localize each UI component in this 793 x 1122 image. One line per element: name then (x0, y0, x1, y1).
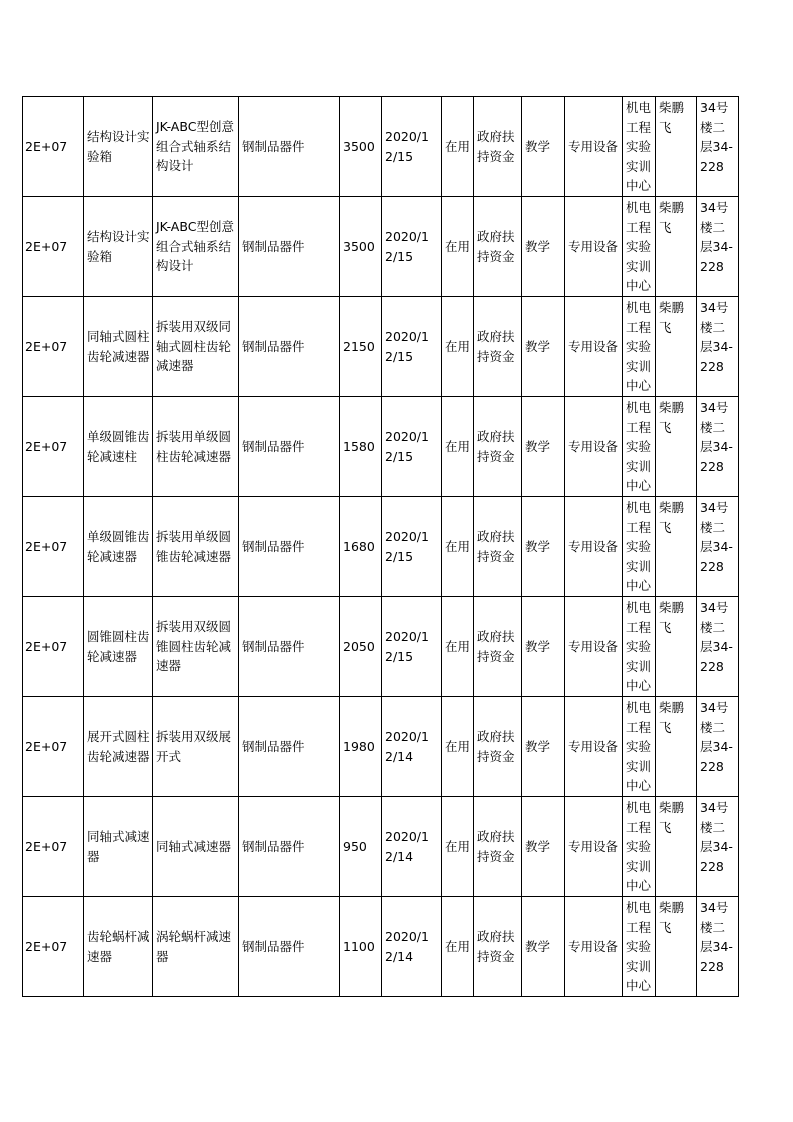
table-row (23, 897, 739, 997)
location-cell: 34号楼二层34-228 (697, 397, 739, 497)
table-row (23, 97, 739, 197)
custodian-cell: 柴鹏飞 (656, 697, 697, 797)
acquire-date-cell: 2020/12/15 (382, 597, 442, 697)
status-cell: 在用 (442, 97, 474, 197)
department-cell: 机电工程实验实训中心 (623, 897, 656, 997)
usage-cell: 教学 (522, 897, 565, 997)
usage-cell: 教学 (522, 297, 565, 397)
table-row (23, 497, 739, 597)
custodian-cell: 柴鹏飞 (656, 97, 697, 197)
status-cell: 在用 (442, 797, 474, 897)
asset-code-cell: 2E+07 (23, 297, 84, 397)
usage-cell: 教学 (522, 597, 565, 697)
asset-name-cell: 单级圆锥齿轮减速器 (84, 497, 153, 597)
acquire-date-cell: 2020/12/14 (382, 697, 442, 797)
asset-code-cell: 2E+07 (23, 497, 84, 597)
model-spec-cell: JK-ABC型创意组合式轴系结构设计 (153, 97, 239, 197)
acquire-date-cell: 2020/12/15 (382, 197, 442, 297)
location-cell: 34号楼二层34-228 (697, 97, 739, 197)
equipment-type-cell: 专用设备 (565, 597, 623, 697)
price-cell: 2150 (340, 297, 382, 397)
asset-name-cell: 同轴式圆柱齿轮减速器 (84, 297, 153, 397)
category-cell: 钢制品器件 (239, 97, 340, 197)
funding-source-cell: 政府扶持资金 (474, 97, 522, 197)
price-cell: 1680 (340, 497, 382, 597)
model-spec-cell: 拆装用单级圆柱齿轮减速器 (153, 397, 239, 497)
custodian-cell: 柴鹏飞 (656, 297, 697, 397)
acquire-date-cell: 2020/12/14 (382, 897, 442, 997)
asset-name-cell: 结构设计实验箱 (84, 197, 153, 297)
location-cell: 34号楼二层34-228 (697, 597, 739, 697)
table-row (23, 197, 739, 297)
status-cell: 在用 (442, 497, 474, 597)
equipment-type-cell: 专用设备 (565, 697, 623, 797)
table-row (23, 697, 739, 797)
asset-name-cell: 圆锥圆柱齿轮减速器 (84, 597, 153, 697)
asset-name-cell: 单级圆锥齿轮减速柱 (84, 397, 153, 497)
location-cell: 34号楼二层34-228 (697, 897, 739, 997)
asset-code-cell: 2E+07 (23, 197, 84, 297)
department-cell: 机电工程实验实训中心 (623, 97, 656, 197)
asset-code-cell: 2E+07 (23, 97, 84, 197)
usage-cell: 教学 (522, 797, 565, 897)
equipment-type-cell: 专用设备 (565, 197, 623, 297)
equipment-type-cell: 专用设备 (565, 297, 623, 397)
location-cell: 34号楼二层34-228 (697, 497, 739, 597)
equipment-type-cell: 专用设备 (565, 397, 623, 497)
category-cell: 钢制品器件 (239, 297, 340, 397)
acquire-date-cell: 2020/12/15 (382, 297, 442, 397)
status-cell: 在用 (442, 297, 474, 397)
usage-cell: 教学 (522, 397, 565, 497)
funding-source-cell: 政府扶持资金 (474, 397, 522, 497)
asset-code-cell: 2E+07 (23, 797, 84, 897)
funding-source-cell: 政府扶持资金 (474, 197, 522, 297)
price-cell: 3500 (340, 97, 382, 197)
asset-name-cell: 结构设计实验箱 (84, 97, 153, 197)
funding-source-cell: 政府扶持资金 (474, 297, 522, 397)
table-row (23, 797, 739, 897)
department-cell: 机电工程实验实训中心 (623, 297, 656, 397)
equipment-type-cell: 专用设备 (565, 797, 623, 897)
status-cell: 在用 (442, 197, 474, 297)
status-cell: 在用 (442, 697, 474, 797)
funding-source-cell: 政府扶持资金 (474, 697, 522, 797)
custodian-cell: 柴鹏飞 (656, 597, 697, 697)
price-cell: 1580 (340, 397, 382, 497)
status-cell: 在用 (442, 397, 474, 497)
model-spec-cell: 拆装用双级同轴式圆柱齿轮减速器 (153, 297, 239, 397)
usage-cell: 教学 (522, 197, 565, 297)
equipment-type-cell: 专用设备 (565, 97, 623, 197)
custodian-cell: 柴鹏飞 (656, 897, 697, 997)
department-cell: 机电工程实验实训中心 (623, 397, 656, 497)
model-spec-cell: 拆装用单级圆锥齿轮减速器 (153, 497, 239, 597)
asset-code-cell: 2E+07 (23, 597, 84, 697)
category-cell: 钢制品器件 (239, 397, 340, 497)
category-cell: 钢制品器件 (239, 197, 340, 297)
asset-table (22, 96, 739, 997)
category-cell: 钢制品器件 (239, 497, 340, 597)
price-cell: 1100 (340, 897, 382, 997)
funding-source-cell: 政府扶持资金 (474, 497, 522, 597)
asset-name-cell: 同轴式减速器 (84, 797, 153, 897)
table-body (23, 97, 739, 997)
custodian-cell: 柴鹏飞 (656, 497, 697, 597)
acquire-date-cell: 2020/12/15 (382, 497, 442, 597)
status-cell: 在用 (442, 897, 474, 997)
asset-name-cell: 展开式圆柱齿轮减速器 (84, 697, 153, 797)
category-cell: 钢制品器件 (239, 797, 340, 897)
table-row (23, 597, 739, 697)
price-cell: 1980 (340, 697, 382, 797)
model-spec-cell: 拆装用双级圆锥圆柱齿轮减速器 (153, 597, 239, 697)
acquire-date-cell: 2020/12/15 (382, 397, 442, 497)
equipment-type-cell: 专用设备 (565, 897, 623, 997)
funding-source-cell: 政府扶持资金 (474, 797, 522, 897)
department-cell: 机电工程实验实训中心 (623, 597, 656, 697)
department-cell: 机电工程实验实训中心 (623, 197, 656, 297)
usage-cell: 教学 (522, 97, 565, 197)
model-spec-cell: 涡轮蜗杆减速器 (153, 897, 239, 997)
location-cell: 34号楼二层34-228 (697, 197, 739, 297)
asset-code-cell: 2E+07 (23, 697, 84, 797)
location-cell: 34号楼二层34-228 (697, 697, 739, 797)
table-row (23, 397, 739, 497)
model-spec-cell: 拆装用双级展开式 (153, 697, 239, 797)
funding-source-cell: 政府扶持资金 (474, 597, 522, 697)
location-cell: 34号楼二层34-228 (697, 297, 739, 397)
department-cell: 机电工程实验实训中心 (623, 497, 656, 597)
asset-name-cell: 齿轮蜗杆减速器 (84, 897, 153, 997)
price-cell: 3500 (340, 197, 382, 297)
location-cell: 34号楼二层34-228 (697, 797, 739, 897)
price-cell: 2050 (340, 597, 382, 697)
acquire-date-cell: 2020/12/15 (382, 97, 442, 197)
asset-code-cell: 2E+07 (23, 897, 84, 997)
price-cell: 950 (340, 797, 382, 897)
equipment-type-cell: 专用设备 (565, 497, 623, 597)
custodian-cell: 柴鹏飞 (656, 797, 697, 897)
model-spec-cell: JK-ABC型创意组合式轴系结构设计 (153, 197, 239, 297)
department-cell: 机电工程实验实训中心 (623, 797, 656, 897)
custodian-cell: 柴鹏飞 (656, 397, 697, 497)
usage-cell: 教学 (522, 697, 565, 797)
category-cell: 钢制品器件 (239, 597, 340, 697)
table-row (23, 297, 739, 397)
funding-source-cell: 政府扶持资金 (474, 897, 522, 997)
status-cell: 在用 (442, 597, 474, 697)
model-spec-cell: 同轴式减速器 (153, 797, 239, 897)
acquire-date-cell: 2020/12/14 (382, 797, 442, 897)
category-cell: 钢制品器件 (239, 697, 340, 797)
custodian-cell: 柴鹏飞 (656, 197, 697, 297)
asset-code-cell: 2E+07 (23, 397, 84, 497)
department-cell: 机电工程实验实训中心 (623, 697, 656, 797)
usage-cell: 教学 (522, 497, 565, 597)
category-cell: 钢制品器件 (239, 897, 340, 997)
